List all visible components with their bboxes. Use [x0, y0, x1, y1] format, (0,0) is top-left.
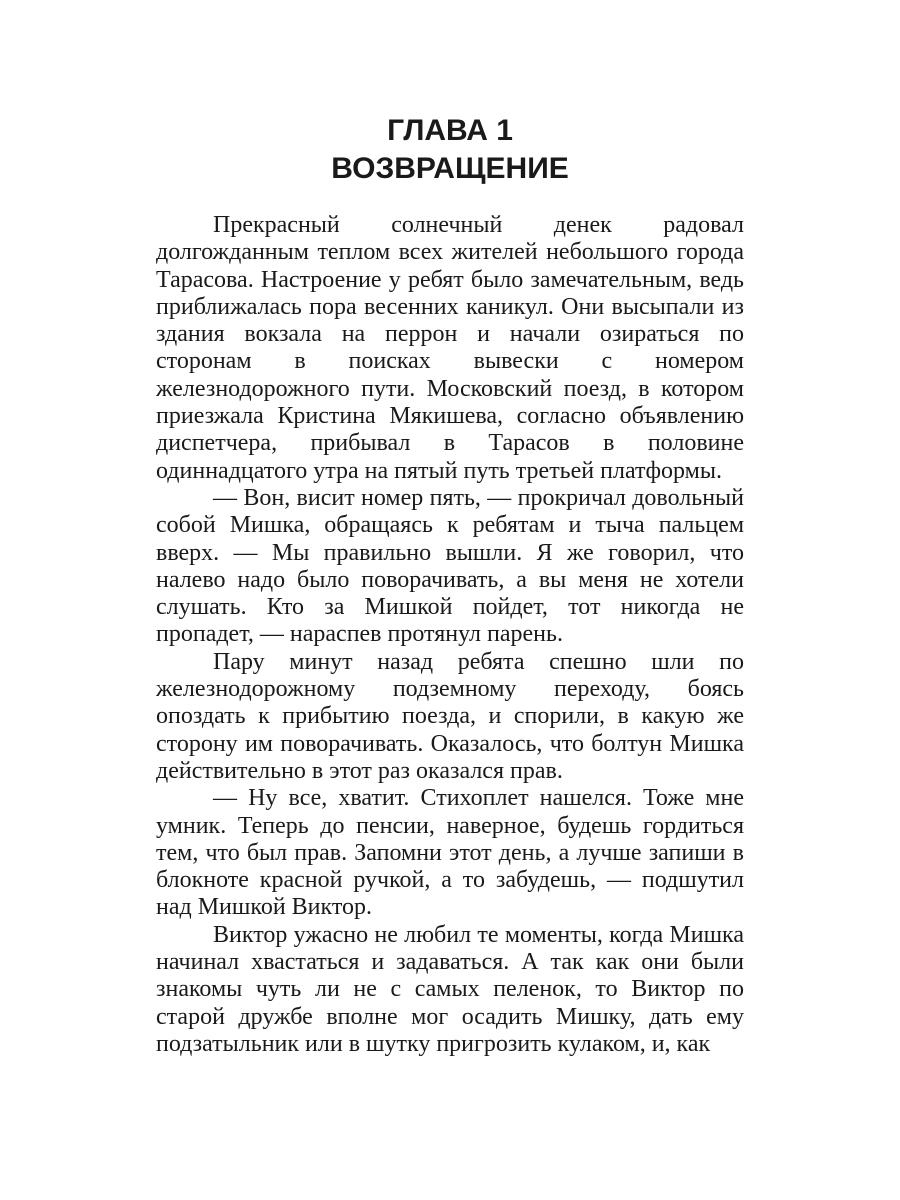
paragraph-3: Пару минут назад ребята спешно шли по железнодорожному подземному переходу, боясь опоздать к прибытию поезда, и спорили, в какую же сторону им поворачивать. Оказалось, что болтун Мишка действительно в этот раз оказался прав.: [156, 648, 744, 784]
paragraph-4: — Ну все, хватит. Стихоплет нашелся. Тоже мне умник. Теперь до пенсии, наверное, будешь гордиться тем, что был прав. Запомни этот день, а лучше запиши в блокноте красной ручкой, а то забудешь, — подшутил над Мишкой Виктор.: [156, 785, 744, 921]
paragraph-2: — Вон, висит номер пять, — прокричал довольный собой Мишка, обращаясь к ребятам и тыча пальцем вверх. — Мы правильно вышли. Я же говорил, что налево надо было поворачивать, а вы меня не хотели слушать. Кто за Мишкой пойдет, тот никогда не пропадет, — нараспев протянул парень.: [156, 484, 744, 648]
chapter-title: ВОЗВРАЩЕНИЕ: [331, 152, 569, 185]
paragraph-5: Виктор ужасно не любил те моменты, когда Мишка начинал хвастаться и задаваться. А так как они были знакомы чуть ли не с самых пеленок, то Виктор по старой дружбе вполне мог осадить Мишку, дать ему подзатыльник или в шутку пригрозить кулаком, и, как: [156, 921, 744, 1057]
chapter-body: [156, 212, 744, 1058]
chapter-number: ГЛАВА 1: [387, 114, 513, 147]
chapter-heading: [0, 112, 900, 188]
paragraph-1: Прекрасный солнечный денек радовал долгожданным теплом всех жителей небольшого города Тарасова. Настроение у ребят было замечательным, ведь приближалась пора весенних каникул. Они высыпали из здания вокзала на перрон и начали озираться по сторонам в поисках вывески с номером железнодорожного пути. Московский поезд, в котором приезжала Кристина Мякишева, согласно объявлению диспетчера, прибывал в Тарасов в половине одиннадцатого утра на пятый путь третьей платформы.: [156, 212, 744, 484]
